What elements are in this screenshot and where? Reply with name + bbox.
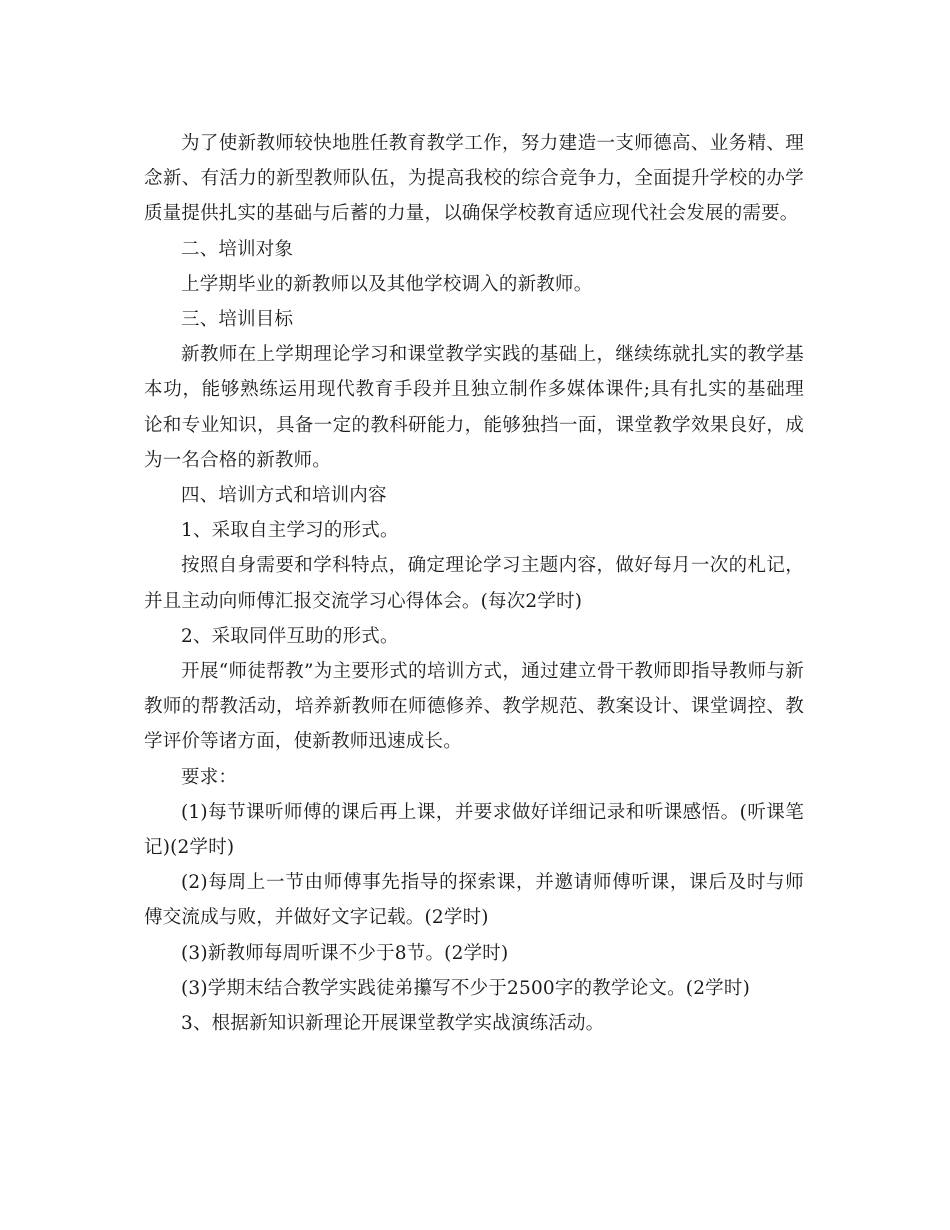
subheading-self-study: 1、采取自主学习的形式。 xyxy=(181,520,399,542)
requirements-label: 要求： xyxy=(181,766,238,788)
section-heading-training-goal: 三、培训目标 xyxy=(181,309,294,331)
requirement-item-3: (3)新教师每周听课不少于8节。(2学时) xyxy=(181,942,509,964)
requirement-item-4: (3)学期末结合教学实践徒弟攥写不少于2500字的教学论文。(2学时) xyxy=(181,977,750,999)
paragraph-training-target: 上学期毕业的新教师以及其他学校调入的新教师。 xyxy=(181,273,593,295)
section-heading-training-method: 四、培训方式和培训内容 xyxy=(181,485,387,507)
paragraph-self-study: 按照自身需要和学科特点，确定理论学习主题内容，做好每月一次的札记，并且主动向师傅汇报交流学习心得体会。(每次2学时) xyxy=(144,555,804,612)
requirement-item-1: (1)每节课听师傅的课后再上课，并要求做好详细记录和听课感悟。(听课笔记)(2学时) xyxy=(144,801,804,859)
subheading-peer-support: 2、采取同伴互助的形式。 xyxy=(181,625,399,647)
subheading-classroom-practice: 3、根据新知识新理论开展课堂教学实战演练活动。 xyxy=(181,1013,605,1035)
paragraph-training-goal: 新教师在上学期理论学习和课堂教学实践的基础上，继续练就扎实的教学基本功，能够熟练运用现代教育手段并且独立制作多媒体课件;具有扎实的基础理论和专业知识，具备一定的教科研能力，能够独挡一面，课堂教学效果良好，成为一名合格的新教师。 xyxy=(144,344,804,471)
document-body xyxy=(144,126,804,1041)
paragraph-intro: 为了使新教师较快地胜任教育教学工作，努力建造一支师德高、业务精、理念新、有活力的新型教师队伍，为提高我校的综合竞争力，全面提升学校的办学质量提供扎实的基础与后蓄的力量，以确保学校教育适应现代社会发展的需要。 xyxy=(144,133,804,225)
paragraph-peer-support: 开展“师徒帮教”为主要形式的培训方式，通过建立骨干教师即指导教师与新教师的帮教活动，培养新教师在师德修养、教学规范、教案设计、课堂调控、教学评价等诸方面，使新教师迅速成长。 xyxy=(144,661,804,753)
requirement-item-2: (2)每周上一节由师傅事先指导的探索课，并邀请师傅听课，课后及时与师傅交流成与败，并做好文字记载。(2学时) xyxy=(144,872,804,929)
section-heading-training-target: 二、培训对象 xyxy=(181,238,294,260)
